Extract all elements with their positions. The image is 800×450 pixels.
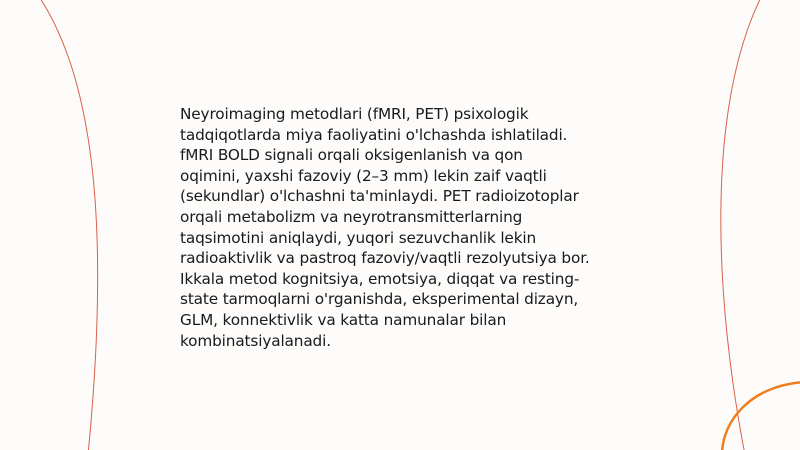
left-curve-line <box>38 0 98 450</box>
right-curve-line <box>721 0 762 450</box>
orange-accent-arc <box>722 382 800 450</box>
body-paragraph: Neyroimaging metodlari (fMRI, PET) psixologik tadqiqotlarda miya faoliyatini o'lchashda ishlatiladi. fMRI BOLD signali orqali oksigenlanish va qon oqimini, yaxshi fazoviy (2–3 mm) lekin zaif vaqtli (sekundlar) o'lchashni ta'minlaydi. PET radioizotoplar orqali metabolizm va neyrotransmitterlarning taqsimotini aniqlaydi, yuqori sezuvchanlik lekin radioaktivlik va pastroq fazoviy/vaqtli rezolyutsiya bor. Ikkala metod kognitsiya, emotsiya, diqqat va resting- state tarmoqlarni o'rganishda, eksperimental dizayn, GLM, konnektivlik va katta namunalar bilan kombinatsiyalanadi. <box>180 105 590 350</box>
